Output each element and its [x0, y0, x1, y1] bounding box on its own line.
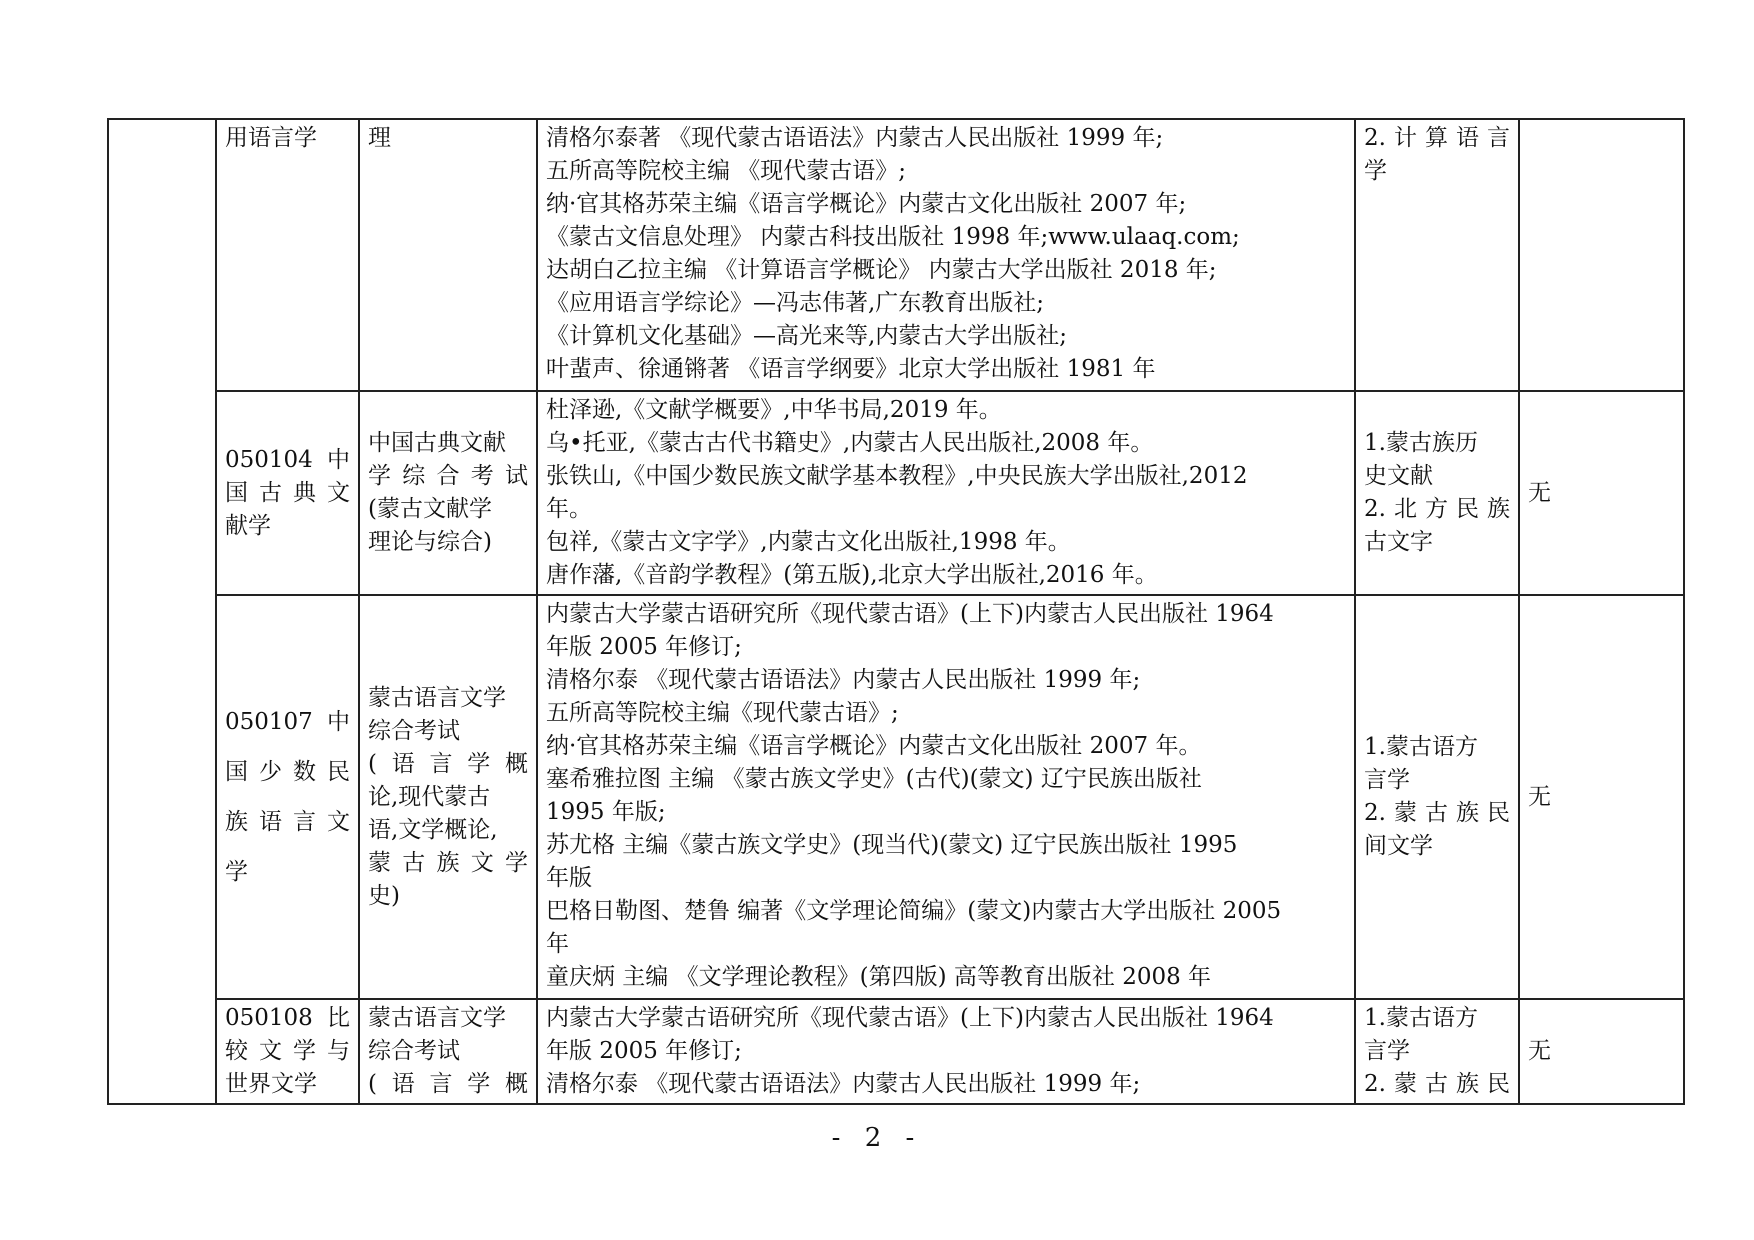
reference-line: 包祥,《蒙古文字学》,内蒙古文化出版社,1998 年。 [546, 529, 1071, 555]
exam-subject-line: (语言学概 [368, 750, 528, 777]
reference-line: 乌•托亚,《蒙古古代书籍史》,内蒙古人民出版社,2008 年。 [546, 430, 1154, 456]
reference-line: 年版 2005 年修订; [546, 634, 742, 660]
reference-line: 张铁山,《中国少数民族文献学基本教程》,中央民族大学出版社,2012 [546, 463, 1248, 489]
reference-line: 塞希雅拉图 主编 《蒙古族文学史》(古代)(蒙文) 辽宁民族出版社 [546, 766, 1202, 792]
table-row [108, 595, 1684, 999]
reference-line: 年 [546, 931, 569, 957]
research-direction-line: 史文献 [1364, 463, 1433, 489]
reference-line: 苏尤格 主编《蒙古族文学史》(现当代)(蒙文) 辽宁民族出版社 1995 [546, 832, 1238, 858]
reference-line: 叶蜚声、徐通锵著 《语言学纲要》北京大学出版社 1981 年 [546, 356, 1156, 382]
reference-line: 清格尔泰 《现代蒙古语语法》内蒙古人民出版社 1999 年; [546, 1071, 1141, 1097]
research-direction-line: 1.蒙古族历 [1364, 430, 1478, 456]
table-row [108, 119, 1684, 391]
exam-subject-line: 论,现代蒙古 [368, 783, 491, 810]
research-direction-line: 2.蒙古族民 [1364, 800, 1510, 826]
remark-text: 无 [1528, 783, 1551, 810]
exam-subject-line: 史) [368, 882, 400, 909]
major-code-name-line: 国古典文 [225, 479, 350, 506]
research-direction-line: 1.蒙古语方 [1364, 734, 1478, 760]
exam-subject-line: 理 [368, 125, 391, 151]
research-direction-cell [1355, 999, 1519, 1104]
reference-line: 清格尔泰著 《现代蒙古语语法》内蒙古人民出版社 1999 年; [546, 125, 1164, 151]
major-code-name-cell [216, 595, 359, 999]
major-code-name-line: 用语言学 [225, 125, 317, 151]
major-code-name-line: 050108 比 [225, 1005, 350, 1031]
reference-line: 杜泽逊,《文献学概要》,中华书局,2019 年。 [546, 397, 1002, 423]
reference-line: 《应用语言学综论》—冯志伟著,广东教育出版社; [546, 290, 1045, 316]
major-code-name-line: 050104 中 [225, 446, 350, 473]
major-code-name-line: 050107 中 [225, 709, 350, 735]
major-code-name-cell [216, 391, 359, 595]
reference-line: 年版 2005 年修订; [546, 1038, 742, 1064]
exam-subject-line: 理论与综合) [368, 529, 492, 555]
remark-cell [1519, 595, 1684, 999]
exam-subject-cell [359, 999, 537, 1104]
references-cell [537, 999, 1355, 1104]
research-direction-cell [1355, 595, 1519, 999]
remark-cell [1519, 119, 1684, 391]
major-code-name-line: 学 [225, 859, 248, 885]
major-code-name-line: 献学 [225, 512, 271, 539]
table-row [108, 391, 1684, 595]
research-direction-line: 言学 [1364, 1038, 1410, 1064]
exam-subject-line: (语言学概 [368, 1071, 528, 1097]
exam-subject-line: 蒙古语言文学 [368, 684, 506, 711]
exam-subject-line: 综合考试 [368, 717, 460, 744]
reference-line: 清格尔泰 《现代蒙古语语法》内蒙古人民出版社 1999 年; [546, 667, 1141, 693]
research-direction-line: 1.蒙古语方 [1364, 1005, 1478, 1031]
research-direction-line: 间文学 [1364, 833, 1433, 859]
major-code-name-cell [216, 119, 359, 391]
reference-line: 《计算机文化基础》—高光来等,内蒙古大学出版社; [546, 323, 1068, 349]
references-cell [537, 595, 1355, 999]
major-code-name-line: 国少数民 [225, 759, 350, 785]
research-direction-line: 2.北方民族 [1364, 496, 1510, 522]
reference-line: 五所高等院校主编《现代蒙古语》; [546, 700, 899, 726]
exam-subject-cell [359, 119, 537, 391]
table-body [108, 119, 1684, 1104]
reference-line: 纳·官其格苏荣主编《语言学概论》内蒙古文化出版社 2007 年。 [546, 733, 1202, 759]
exam-subject-line: 蒙古语言文学 [368, 1005, 506, 1031]
exam-subject-cell [359, 391, 537, 595]
exam-subject-cell [359, 595, 537, 999]
table-row [108, 999, 1684, 1104]
remark-cell [1519, 999, 1684, 1104]
research-direction-cell [1355, 391, 1519, 595]
reference-line: 《蒙古文信息处理》 内蒙古科技出版社 1998 年;www.ulaaq.com; [546, 224, 1240, 250]
exam-subject-line: 综合考试 [368, 1038, 460, 1064]
research-direction-line: 学 [1364, 158, 1387, 184]
research-direction-line: 2.计算语言 [1364, 125, 1510, 151]
page-number: - 2 - [831, 1123, 923, 1153]
catalog-table [107, 118, 1685, 1105]
reference-line: 年版 [546, 865, 592, 891]
research-direction-cell [1355, 119, 1519, 391]
research-direction-line: 2.蒙古族民 [1364, 1071, 1510, 1097]
reference-line: 巴格日勒图、楚鲁 编著《文学理论简编》(蒙文)内蒙古大学出版社 2005 [546, 898, 1282, 924]
reference-line: 达胡白乙拉主编 《计算语言学概论》 内蒙古大学出版社 2018 年; [546, 257, 1217, 283]
blank-column-cell [108, 119, 216, 1104]
remark-text: 无 [1528, 1038, 1551, 1064]
research-direction-line: 言学 [1364, 767, 1410, 793]
reference-line: 唐作藩,《音韵学教程》(第五版),北京大学出版社,2016 年。 [546, 562, 1158, 588]
exam-subject-line: 中国古典文献 [368, 430, 506, 456]
remark-cell [1519, 391, 1684, 595]
exam-subject-line: (蒙古文献学 [368, 496, 492, 522]
major-code-name-cell [216, 999, 359, 1104]
exam-subject-line: 蒙古族文学 [368, 849, 528, 876]
major-code-name-line: 世界文学 [225, 1071, 317, 1097]
reference-line: 纳·官其格苏荣主编《语言学概论》内蒙古文化出版社 2007 年; [546, 191, 1187, 217]
major-code-name-line: 族语言文 [225, 809, 350, 835]
references-cell [537, 391, 1355, 595]
reference-line: 童庆炳 主编 《文学理论教程》(第四版) 高等教育出版社 2008 年 [546, 964, 1212, 990]
remark-text: 无 [1528, 479, 1551, 506]
reference-line: 内蒙古大学蒙古语研究所《现代蒙古语》(上下)内蒙古人民出版社 1964 [546, 1005, 1274, 1031]
reference-line: 1995 年版; [546, 799, 666, 825]
reference-line: 年。 [546, 496, 592, 522]
exam-subject-line: 学综合考试 [368, 463, 528, 489]
reference-line: 内蒙古大学蒙古语研究所《现代蒙古语》(上下)内蒙古人民出版社 1964 [546, 601, 1274, 627]
research-direction-line: 古文字 [1364, 529, 1433, 555]
references-cell [537, 119, 1355, 391]
reference-line: 五所高等院校主编 《现代蒙古语》; [546, 158, 907, 184]
major-code-name-line: 较文学与 [225, 1038, 350, 1064]
exam-subject-line: 语,文学概论, [368, 816, 498, 843]
